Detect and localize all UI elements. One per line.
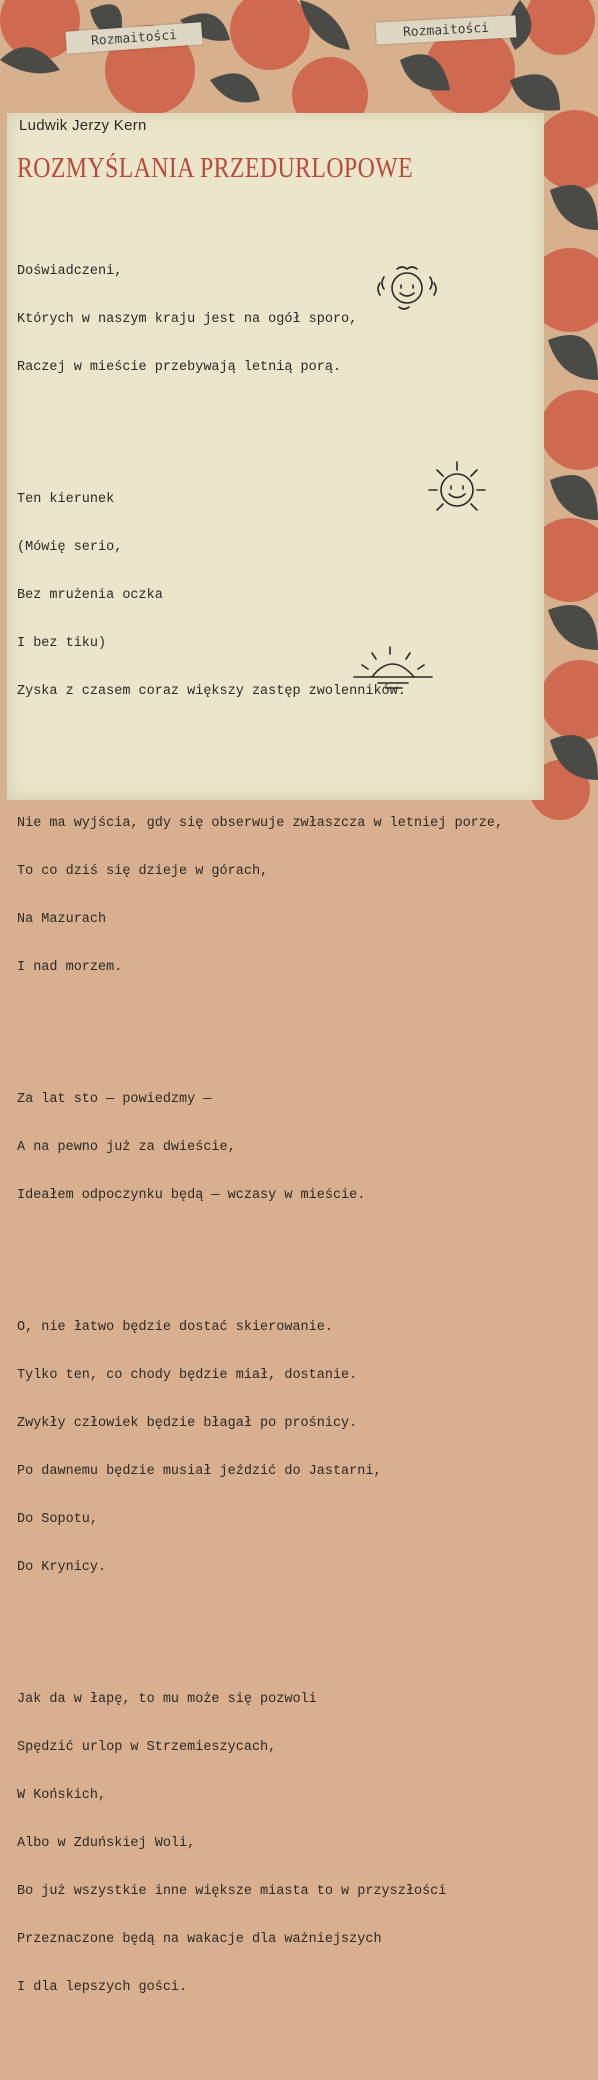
section-tag-right: Rozmaitości <box>376 15 517 44</box>
stanza <box>17 1288 503 1608</box>
sun-face-icon <box>372 263 442 313</box>
author-name: Ludwik Jerzy Kern <box>19 117 147 134</box>
poem-line: I nad morzem. <box>17 960 123 975</box>
poem-line: Do Krynicy. <box>17 1560 107 1575</box>
poem-line: Których w naszym kraju jest na ogół sporo, <box>17 312 358 327</box>
poem-line: Zyska z czasem coraz większy zastęp zwolenników. <box>17 684 406 699</box>
poem-line: W Końskich, <box>17 1788 107 1803</box>
poem-line: O, nie łatwo będzie dostać skierowanie. <box>17 1320 333 1335</box>
article-paper <box>7 113 544 1995</box>
poem-line: Do Sopotu, <box>17 1512 99 1527</box>
poem-line: To co dziś się dzieje w górach, <box>17 864 269 879</box>
poem-line: (Mówię serio, <box>17 540 123 555</box>
poem-line: Tylko ten, co chody będzie miał, dostanie. <box>17 1368 358 1383</box>
poem-line: Jak da w łapę, to mu może się pozwoli <box>17 1692 317 1707</box>
poem-line: Na Mazurach <box>17 912 107 927</box>
poem-line: Albo w Zduńskiej Woli, <box>17 1836 196 1851</box>
stanza <box>17 1060 503 1236</box>
section-tag-left: Rozmaitości <box>65 22 202 53</box>
stanza <box>17 784 503 1008</box>
poem-line: Zwykły człowiek będzie błagał po prośnicy. <box>17 1416 358 1431</box>
poem-line: Doświadczeni, <box>17 264 123 279</box>
poem-line: Bo już wszystkie inne większe miasta to w przyszłości <box>17 1884 447 1899</box>
poem-line: I dla lepszych gości. <box>17 1980 188 1995</box>
poem-title: ROZMYŚLANIA PRZEDURLOPOWE <box>17 153 414 184</box>
smiling-sun-icon <box>417 458 497 518</box>
stanza <box>17 232 503 408</box>
poem-line: Przeznaczone będą na wakacje dla ważniejszych <box>17 1932 382 1947</box>
poem-line: Nie ma wyjścia, gdy się obserwuje zwłaszcza w letniej porze, <box>17 816 504 831</box>
setting-sun-icon <box>342 643 442 693</box>
poem-line: Spędzić urlop w Strzemieszycach, <box>17 1740 277 1755</box>
poem-line: Po dawnemu będzie musiał jeździć do Jastarni, <box>17 1464 382 1479</box>
poem-line: Ideałem odpoczynku będą — wczasy w mieście. <box>17 1188 366 1203</box>
poem-line: Raczej w mieście przebywają letnią porą. <box>17 360 342 375</box>
poem-line: I bez tiku) <box>17 636 107 651</box>
poem-line: Bez mrużenia oczka <box>17 588 163 603</box>
poem-line: Ten kierunek <box>17 492 115 507</box>
poem-line: A na pewno już za dwieście, <box>17 1140 236 1155</box>
poem-line: Za lat sto — powiedzmy — <box>17 1092 212 1107</box>
stanza <box>17 1660 503 2028</box>
